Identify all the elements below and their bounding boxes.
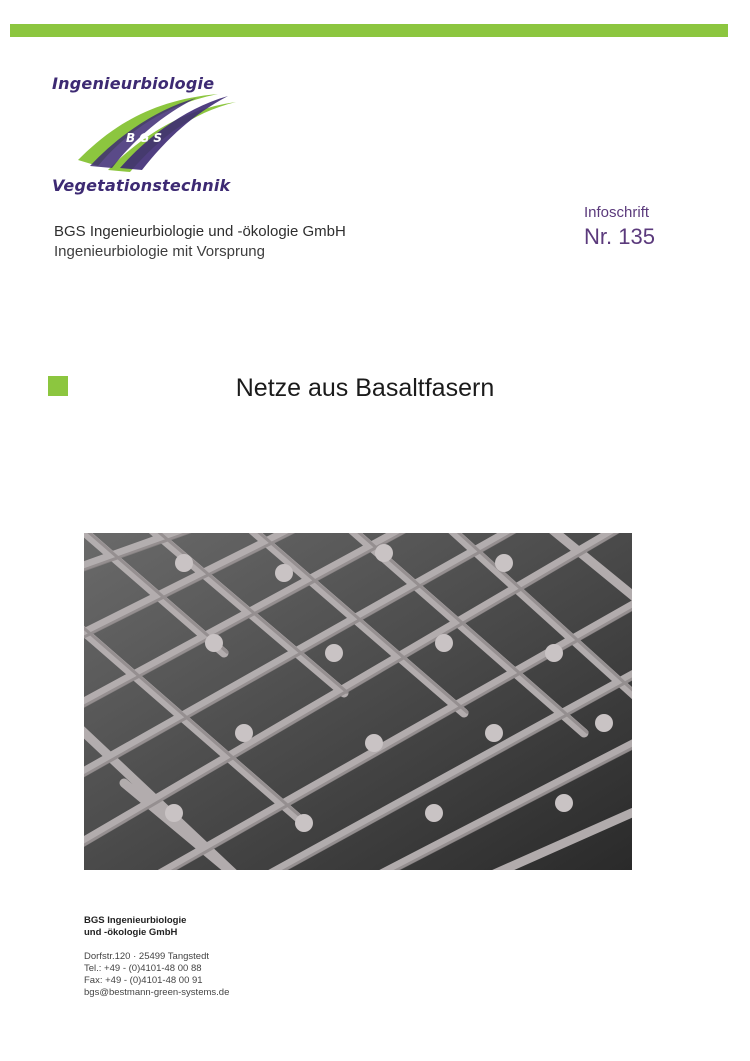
company-logo	[52, 74, 252, 198]
page-title: Netze aus Basaltfasern	[235, 374, 495, 402]
infoschrift-block	[584, 204, 655, 252]
infoschrift-number: Nr. 135	[584, 224, 655, 249]
company-name: BGS Ingenieurbiologie und -ökologie GmbH	[54, 223, 346, 240]
top-green-bar	[10, 24, 728, 37]
infoschrift-label: Infoschrift	[584, 204, 650, 221]
logo-text-top: Ingenieurbiologie	[52, 74, 215, 93]
footer-address: Dorfstr.120 · 25499 Tangstedt	[84, 951, 209, 962]
footer-company-line2: und -ökologie GmbH	[84, 927, 178, 938]
basalt-net-photo	[84, 533, 632, 870]
logo-text-middle: B G S	[126, 131, 162, 145]
company-block	[54, 222, 346, 262]
footer-fax: Fax: +49 - (0)4101-48 00 91	[84, 975, 203, 986]
logo-swoosh-icon	[68, 90, 238, 174]
logo-text-bottom: Vegetationstechnik	[52, 176, 231, 195]
footer-tel: Tel.: +49 - (0)4101-48 00 88	[84, 963, 202, 974]
net-image-icon	[84, 533, 632, 870]
footer-email: bgs@bestmann-green-systems.de	[84, 987, 230, 998]
company-slogan: Ingenieurbiologie mit Vorsprung	[54, 243, 265, 260]
footer-company-line1: BGS Ingenieurbiologie	[84, 915, 187, 926]
footer-contact	[84, 915, 229, 999]
